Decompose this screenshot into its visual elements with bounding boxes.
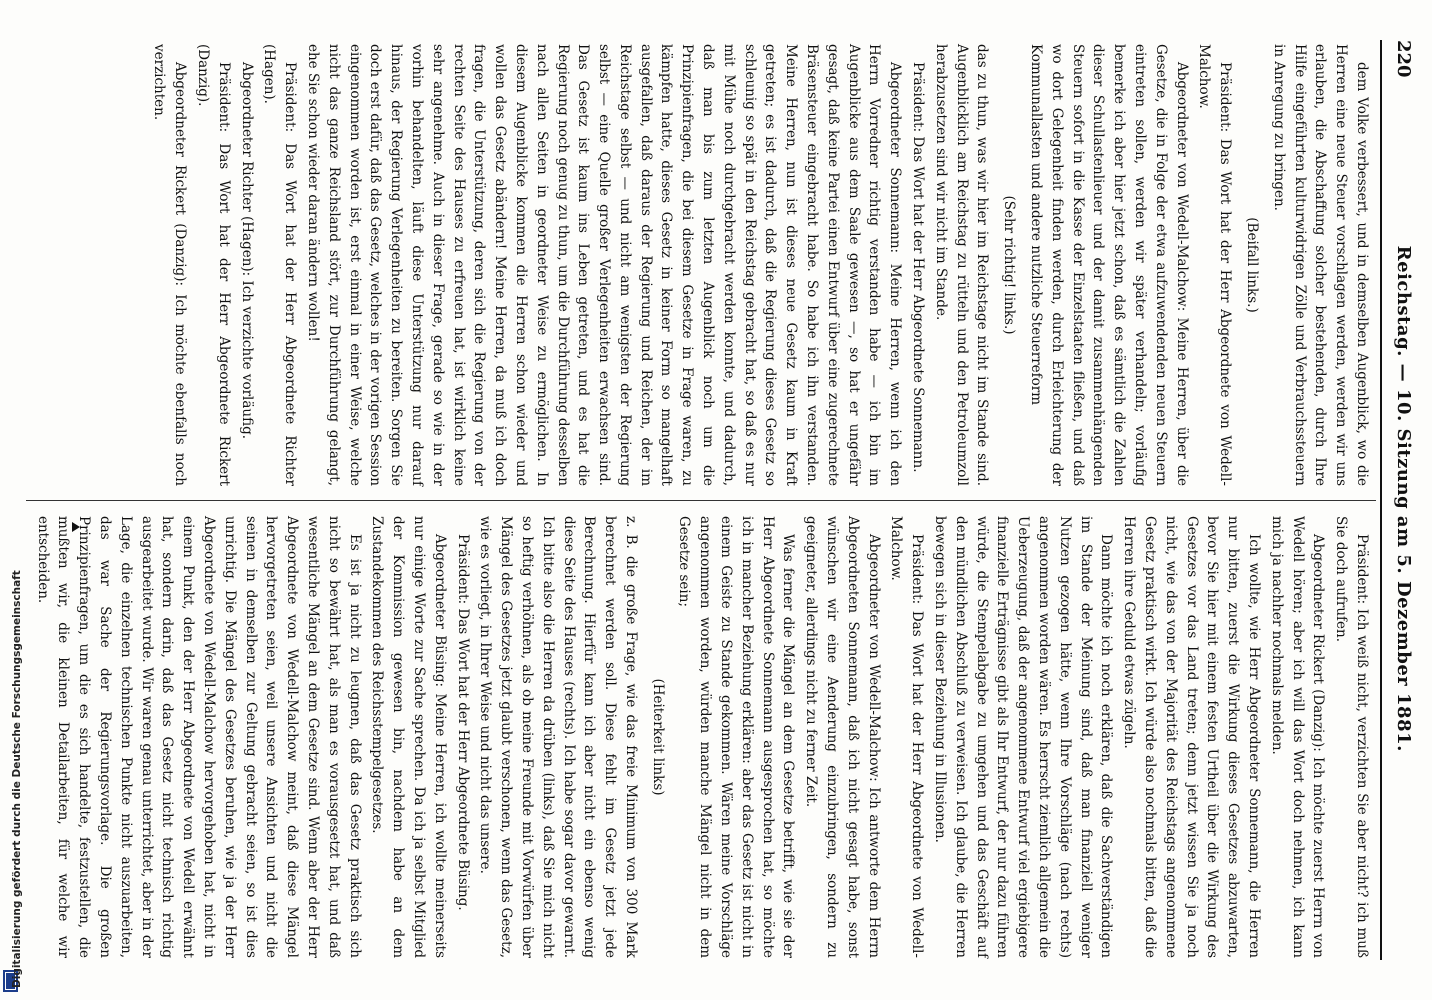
left-column: [147, 44, 1372, 486]
paragraph: Präsident: Das Wort hat der Herr Abgeordnete Sonnemann.: [910, 62, 927, 473]
paragraph: Präsident: Das Wort hat der Herr Abgeordnete Richter (Hagen).: [261, 44, 299, 486]
paragraph: Abgeordneter von Wedell-Malchow: Meine Herren, über die Gesetze, die in Folge der etwa aufzuwendenden neuen Steuern eintreten sollen, werden wir später verhandeln; vorläufig bemerke ich aber hier jetzt schon, daß es sämtlich die Zahlen dieser Schullastenlieuer und der damit zusammenhängenden Steuern sofort in die Kasse der Einzelstaaten fließen, und daß wo dort Gelegenheit finden werden, durch Erleichterung der Kommunallasten und andere nutzliche Steuerreform: [1028, 44, 1190, 486]
paragraph: dem Volke verbessert, und in demselben Augenblick, wo die Herren eine neue Steuer vorschlagen werden, werden wir uns erlauben, die Abschaffung solcher bestehenden, durch Ihre Hilfe eingeführten kulturwidrigen Zölle und Verbrauchssteuern in Anregung zu bringen.: [1270, 44, 1370, 486]
paragraph: Was ferner die Mängel an dem Gesetze betrifft, wie sie der Herr Abgeordnete Sonnemann ausgesprochen hat, so möchte ich in mancher Beziehung erklären: aber das Gesetz ist nicht in einem Geiste zu Stande gekommen. Wären meine Vorschläge angenommen worden, würden manche Mängel nicht in dem Gesetze sein;: [676, 516, 797, 958]
paragraph: Präsident: Das Wort hat der Herr Abgeordnete Rickert (Danzig).: [194, 44, 232, 486]
page-number: 220: [1393, 40, 1415, 78]
interjection: (Sehr richtig! links.): [1001, 195, 1018, 335]
paragraph: Dann möchte ich noch erklären, daß die Sachverständigen im Stande der Meinung sind, daß man finanziell weniger Nutzen gezogen hätte, wenn Ihre Vorschläge (nach rechts) angenommen worden wären. Es herrscht ziemlich allgemein die Ueberzeugung, daß der angenommene Entwurf viel ergiebigere finanzielle Erträgnisse gibt als Ihr Entwurf, der nur dazu führen würde, die Stempelabgabe zu umgehen und das Geschäft auf den mündlichen Abschluß zu verweisen. Ich glaube, die Herren bewegen sich in dieser Beziehung in Illusionen.: [932, 516, 1115, 958]
header-rule: [1380, 40, 1382, 960]
paragraph: Abgeordneter Büsing: Meine Herren, ich wollte meinerseits nur einige Worte zur Sache sprechen. Da ich ja selbst Mitglied der Kommission gewesen bin, nachdem habe an dem Zustandekommen des Reichsstempelgesetzes.: [369, 516, 448, 958]
paragraph: Ich wollte, wie Herr Abgeordneter Sonnemann, die Herren nur bitten, zuerst die Wirkung dieses Gesetzes abzuwarten, bevor Sie hier mit einem festen Urtheil über die Wirkung des Gesetzes vor das Land treten; denn jetzt wissen Sie ja noch nicht, wie das von der Majorität des Reichstags angenommene Gesetz praktisch wirkt. Ich würde also nochmals bitten, daß die Herren ihre Geduld etwas zügeln.: [1121, 516, 1263, 958]
paragraph: Abgeordneter Rickert (Danzig): Ich möchte zuerst Herrn von Wedell hören; aber ich will das Wort doch nehmen, ich kann mich ja nachher nochmals melden.: [1268, 516, 1327, 958]
paragraph: Abgeordneter von Wedell-Malchow: Ich antworte dem Herrn Abgeordneten Sonnemann, daß ich nicht gesagt habe, sonst wünschen wir eine Aenderung einzubringen, sondern zu geeigneter, allerdings nicht zu ferner Zeit.: [803, 516, 882, 958]
paragraph: Abgeordneter Rickert (Danzig): Ich möchte ebenfalls noch verzichten.: [151, 44, 189, 486]
paragraph: Abgeordneter Sonnemann: Meine Herren, wenn ich den Herrn Vorredner richtig verstanden habe — ich bin im Augenblicke aus dem Saale gewesen —, so hat er ungefähr gesagt, daß keine Partei einen Entwurf über eine zugerechnete Bräsensteuer eingebracht habe. So habe ich ihn verstanden. Meine Herren, nun ist dieses neue Gesetz kaum in Kraft getreten; es ist dadurch, daß die Regierung dieses Gesetz so schleunig so spät in den Reichstag gebracht hat, so daß es nur mit Mühe noch durchgebracht werden konnte, und dadurch, daß man bis zum letzten Augenblick noch um die Prinzipienfragen, die bei diesem Gesetze in Frage waren, zu kämpfen hatte, dieses Gesetz in keiner Form so mangelhaft ausgefallen, daß daraus der Regierung und Reichen, der im Reichstage selbst — und nicht am wenigsten der Regierung selbst — eine Quelle großer Verlegenheiten erwachsen sind. Das Gesetz ist kaum ins Leben getreten, und es hat die Regierung noch genug zu thun, um die Durchführung desselben nach allen Seiten in geordneter Weise zu ermöglichen. In diesem Augenblicke kommen die Herren schon wieder und wollen das Gesetz abändern! Meine Herren, da muß ich doch fragen, die Unterstützung, deren sich die Regierung von der rechten Seite des Hauses zu erfreuen hat, ist wirklich keine sehr angenehme. Auch in dieser Frage, gerade so wie in der vorhin behandelten, läuft diese Unterstützung nur darauf hinaus, der Regierung Verlegenheiten zu bereiten. Sorgen Sie doch erst dafür, daß das Gesetz, welches in der vorigen Session eingenommen worden ist, erst einmal in einer Weise, welche nicht das ganze Reichsland stört, zur Durchführung gelangt, ehe Sie schon wieder daran ändern wollen!: [304, 44, 904, 486]
paragraph: Präsident: Das Wort hat der Herr Abgeordnete von Wedell-Malchow.: [888, 516, 926, 958]
right-column: [30, 516, 1372, 958]
paragraph: das zu thun, was wir hier im Reichstage nicht im Stande sind. Augenblicklich am Reichstag zu rütteln und den Petroleumzoll herabzusetzen sind wir nicht im Stande.: [932, 44, 991, 486]
interjection: (Heiterkeit links): [649, 678, 666, 796]
paragraph: Präsident: Das Wort hat der Herr Abgeordnete Büsing.: [454, 534, 471, 911]
digitization-credit: Digitalisierung gefördert durch die Deutsche Forschungsgemeinschaft: [11, 570, 23, 988]
margin-arrow-mark: [72, 522, 80, 532]
interjection: (Beifall links.): [1244, 217, 1261, 313]
paragraph: Abgeordneter Richter (Hagen): Ich verzichte vorläufig.: [238, 62, 255, 440]
page-title: Reichstag. — 10. Sitzung am 5. Dezember 1881.: [1393, 245, 1415, 752]
paragraph: z. B. die große Frage, wie das freie Minimum von 300 Mark berechnet werden soll. Diese fehlt im Gesetz jetzt jede Berechnung. Hierfür kann ich aber nicht ein ebenso wenig diese Seite des Hauses (rechts). Ich habe sogar davor gewarnt. Ich bitte also die Herren da drüben (links), daß Sie mich nicht so heftig verhöhnen, als ob meine Freunde mit Vorwürfen über Mängel des Gesetzes jetzt glaubt verschonen, wenn das Gesetz, wie es vorliegt, in Ihrer Weise und nicht das unsere.: [477, 516, 639, 958]
paragraph: Präsident: Ich weiß nicht, verzichten Sie aber nicht? ich muß Sie doch aufrufen.: [1333, 516, 1370, 958]
paragraph: Präsident: Das Wort hat der Herr Abgeordnete von Wedell-Malchow.: [1196, 44, 1234, 486]
paragraph: Es ist ja nicht zu leugnen, daß das Gesetz praktisch sich nicht so bewährt hat, als man es vorausgesetzt hat, und daß wesentliche Mängel an dem Gesetze sind. Wenn aber der Herr Abgeordnete von Wedell-Malchow meint, daß diese Mängel hervorgetreten seien, weil unsere Ansichten und nicht die seinen in demselben zur Geltung gebracht seien, so ist dies unrichtig. Die Mängel des Gesetzes beruhen, wie ja der Herr Abgeordnete von Wedell-Malchow hervorgehoben hat, nicht in einem Punkt, den der Herr Abgeordnete von Wedell erwähnt hat, sondern darin, daß das Gesetz nicht technisch richtig ausgearbeitet wurde. Wir waren genau unterrichtet, aber in der Lage, die einzelnen technischen Punkte nicht auszuarbeiten, das war Sache der Regierungsvorlage. Die großen Prinzipienfragen, um die es sich handelte, festzustellen, die mußten wir, die kleinen Detailarbeiten, für welche wir entscheiden.: [34, 516, 363, 958]
column-divider: [26, 500, 1376, 501]
page-header: [1386, 40, 1422, 950]
